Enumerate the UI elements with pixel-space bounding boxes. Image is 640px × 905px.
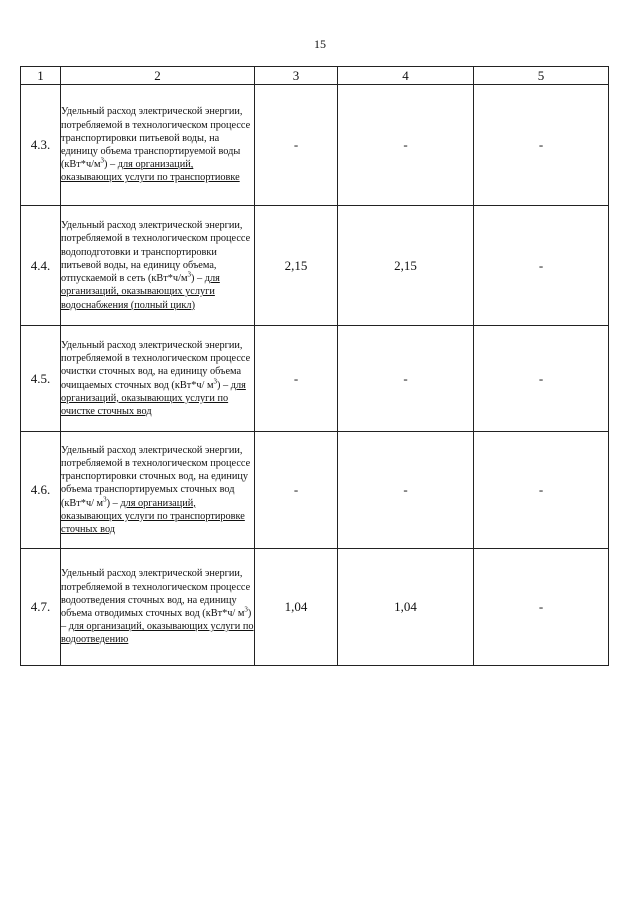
value-col-3: - — [255, 326, 338, 432]
row-number: 4.4. — [21, 206, 61, 326]
value-col-4: - — [338, 326, 474, 432]
column-header-5: 5 — [474, 67, 609, 85]
row-description — [61, 85, 255, 206]
column-header-3: 3 — [255, 67, 338, 85]
description-text-end: ) – — [190, 273, 203, 285]
value-col-5: - — [474, 85, 609, 206]
description-text-end: ) – — [106, 497, 118, 509]
superscript: 3 — [100, 156, 105, 165]
row-number: 4.7. — [21, 549, 61, 666]
value-col-4: - — [338, 85, 474, 206]
row-description — [61, 432, 255, 549]
superscript: 3 — [187, 270, 191, 279]
row-description — [61, 206, 255, 326]
superscript: 3 — [103, 495, 107, 504]
description-text-end: ) – — [104, 159, 116, 171]
superscript: 3 — [213, 377, 217, 386]
description-text: Удельный расход электрической энергии, потребляемой в технологическом процессе водоотведения сточных вод, на единицу объема отводимых сточных вод (кВт*ч/ м — [61, 568, 251, 619]
description-text: Удельный расход электрической энергии, потребляемой в технологическом процессе водоподготовки и транспортировки питьевой воды, на единицу объема, отпускаемой в сеть (кВт*ч/м — [61, 220, 251, 285]
superscript: 3 — [244, 605, 248, 614]
value-col-4: 1,04 — [338, 549, 474, 666]
description-underlined: для организаций, оказывающих услуги по очистке сточных вод — [61, 379, 246, 417]
description-text-end: ) – — [61, 608, 252, 633]
table-row-4-4 — [21, 206, 609, 326]
row-description — [61, 326, 255, 432]
table-row-4-6 — [21, 432, 609, 549]
value-col-3: - — [255, 85, 338, 206]
column-header-1: 1 — [21, 67, 61, 85]
row-number: 4.5. — [21, 326, 61, 432]
row-number: 4.3. — [21, 85, 61, 206]
value-col-5: - — [474, 326, 609, 432]
value-col-4: - — [338, 432, 474, 549]
value-col-3: - — [255, 432, 338, 549]
column-header-2: 2 — [61, 67, 255, 85]
value-col-5: - — [474, 432, 609, 549]
table-header-row — [21, 67, 609, 85]
row-description — [61, 549, 255, 666]
value-col-5: - — [474, 206, 609, 326]
value-col-3: 2,15 — [255, 206, 338, 326]
description-text: Удельный расход электрической энергии, потребляемой в технологическом процессе транспортировки питьевой воды, на единицу объема транспортируемой воды (кВт*ч/м — [61, 106, 251, 171]
description-underlined: для организаций, оказывающих услуги по транспортировке сточных вод — [61, 497, 245, 535]
table-row-4-5 — [21, 326, 609, 432]
description-underlined: для организаций, оказывающих услуги водоснабжения (полный цикл) — [61, 273, 220, 311]
value-col-5: - — [474, 549, 609, 666]
value-col-4: 2,15 — [338, 206, 474, 326]
description-text: Удельный расход электрической энергии, потребляемой в технологическом процессе транспортировки сточных вод, на единицу объема транспортируемых сточных вод (кВт*ч/ м — [61, 444, 251, 509]
value-col-3: 1,04 — [255, 549, 338, 666]
table-row-4-7 — [21, 549, 609, 666]
description-underlined: для организаций, оказывающих услуги по транспортиовке — [61, 159, 240, 184]
description-text: Удельный расход электрической энергии, потребляемой в технологическом процессе очистки сточных вод, на единицу объема очищаемых сточных вод (кВт*ч/ м — [61, 339, 251, 391]
description-underlined: для организаций, оказывающих услуги по водоотведению — [61, 621, 254, 646]
column-header-4: 4 — [338, 67, 474, 85]
table-row-4-3 — [21, 85, 609, 206]
indicators-table — [20, 66, 609, 666]
page-number: 15 — [314, 37, 326, 51]
row-number: 4.6. — [21, 432, 61, 549]
description-text-end: ) – — [216, 379, 229, 391]
